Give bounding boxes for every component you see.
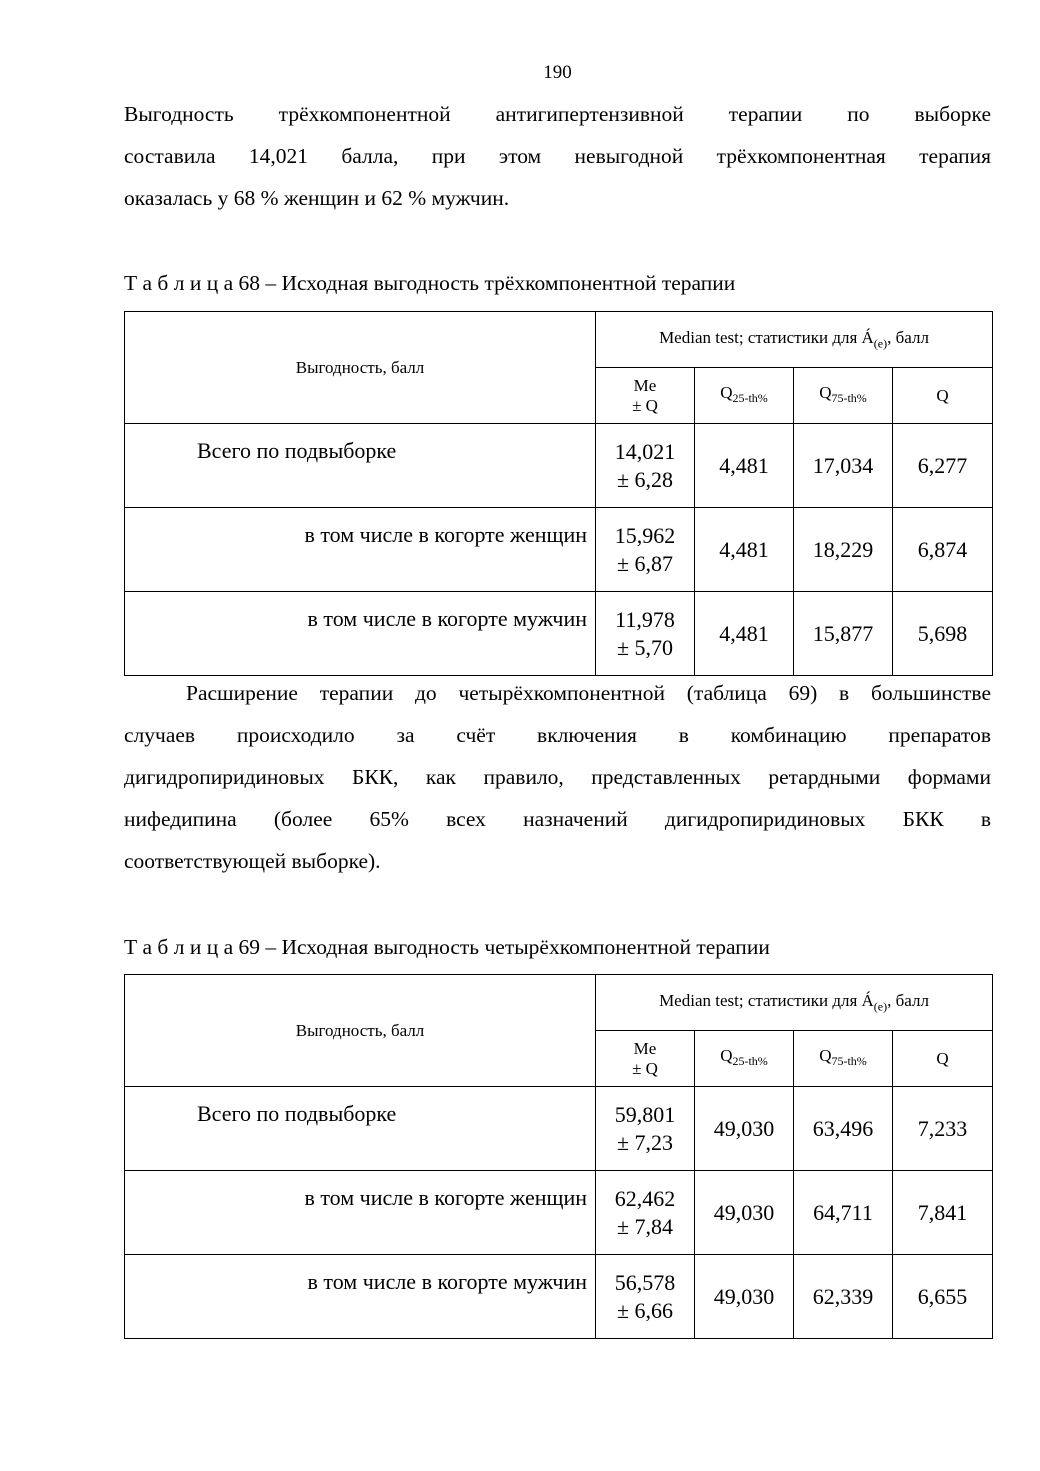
- cell-me: 56,578 ± 6,66: [596, 1255, 695, 1339]
- cell-me: 14,021 ± 6,28: [596, 424, 695, 508]
- col-header-q25: $Q_{25-th\%}$: [695, 368, 794, 424]
- row-label-header: Выгодность, балл: [125, 312, 596, 424]
- cell-q25: 4,481: [695, 592, 794, 676]
- cell-me: 62,462 ± 7,84: [596, 1171, 695, 1255]
- paragraph-1: [124, 93, 991, 219]
- row-label: в том числе в когорте мужчин: [125, 1255, 596, 1339]
- table-row: [125, 508, 993, 592]
- cell-q: 6,874: [893, 508, 993, 592]
- cell-q75: 18,229: [794, 508, 893, 592]
- cell-q25: 4,481: [695, 424, 794, 508]
- cell-me: 11,978 ± 5,70: [596, 592, 695, 676]
- cell-q75: 15,877: [794, 592, 893, 676]
- col-header-me: Me ± Q: [596, 1031, 695, 1087]
- cell-me: 15,962 ± 6,87: [596, 508, 695, 592]
- col-header-q: Q: [893, 368, 993, 424]
- table-row: [125, 592, 993, 676]
- row-label: Всего по подвыборке: [125, 1087, 596, 1171]
- paragraph-line: Расширение терапии до четырёхкомпонентной (таблица 69) в большинстве: [186, 681, 991, 705]
- page-number: 190: [543, 62, 572, 83]
- table-row: [125, 424, 993, 508]
- paragraph-line: Выгодность трёхкомпонентной антигипертензивной терапии по выборке: [124, 102, 991, 126]
- col-header-me: Me ± Q: [596, 368, 695, 424]
- col-header-q25: $Q_{25-th\%}$: [695, 1031, 794, 1087]
- cell-q25: 49,030: [695, 1087, 794, 1171]
- paragraph-line: нифедипина (более 65% всех назначений дигидропиридиновых БКК в: [124, 807, 991, 831]
- cell-q: 7,233: [893, 1087, 993, 1171]
- cell-q25: 49,030: [695, 1255, 794, 1339]
- row-label: в том числе в когорте женщин: [125, 508, 596, 592]
- paragraph-line: оказалась у 68 % женщин и 62 % мужчин.: [124, 186, 510, 210]
- cell-q75: 63,496: [794, 1087, 893, 1171]
- row-label: Всего по подвыборке: [125, 424, 596, 508]
- paragraph-line: соответствующей выборке).: [124, 849, 381, 873]
- table-row: [125, 1255, 993, 1339]
- cell-q: 7,841: [893, 1171, 993, 1255]
- cell-q25: 4,481: [695, 508, 794, 592]
- col-header-q75: $Q_{75-th\%}$: [794, 1031, 893, 1087]
- cell-q25: 49,030: [695, 1171, 794, 1255]
- paragraph-line: составила 14,021 балла, при этом невыгодной трёхкомпонентная терапия: [124, 144, 991, 168]
- row-label: в том числе в когорте мужчин: [125, 592, 596, 676]
- group-header: Median test; статистики для $Á_{(e)}$, балл: [596, 975, 993, 1031]
- cell-me: 59,801 ± 7,23: [596, 1087, 695, 1171]
- cell-q: 5,698: [893, 592, 993, 676]
- table-row: [125, 1087, 993, 1171]
- col-header-q75: $Q_{75-th\%}$: [794, 368, 893, 424]
- table-69-caption: Т а б л и ц а 69 – Исходная выгодность четырёхкомпонентной терапии: [124, 935, 770, 959]
- paragraph-2: [124, 672, 991, 882]
- table-row: [125, 1171, 993, 1255]
- cell-q75: 64,711: [794, 1171, 893, 1255]
- table-68: [124, 311, 993, 676]
- cell-q: 6,655: [893, 1255, 993, 1339]
- cell-q75: 17,034: [794, 424, 893, 508]
- row-label: в том числе в когорте женщин: [125, 1171, 596, 1255]
- paragraph-line: дигидропиридиновых БКК, как правило, представленных ретардными формами: [124, 765, 991, 789]
- col-header-q: Q: [893, 1031, 993, 1087]
- paragraph-line: случаев происходило за счёт включения в комбинацию препаратов: [124, 723, 991, 747]
- table-68-caption: Т а б л и ц а 68 – Исходная выгодность трёхкомпонентной терапии: [124, 271, 736, 295]
- row-label-header: Выгодность, балл: [125, 975, 596, 1087]
- group-header: Median test; статистики для $Á_{(e)}$, балл: [596, 312, 993, 368]
- table-69: [124, 974, 993, 1339]
- cell-q75: 62,339: [794, 1255, 893, 1339]
- cell-q: 6,277: [893, 424, 993, 508]
